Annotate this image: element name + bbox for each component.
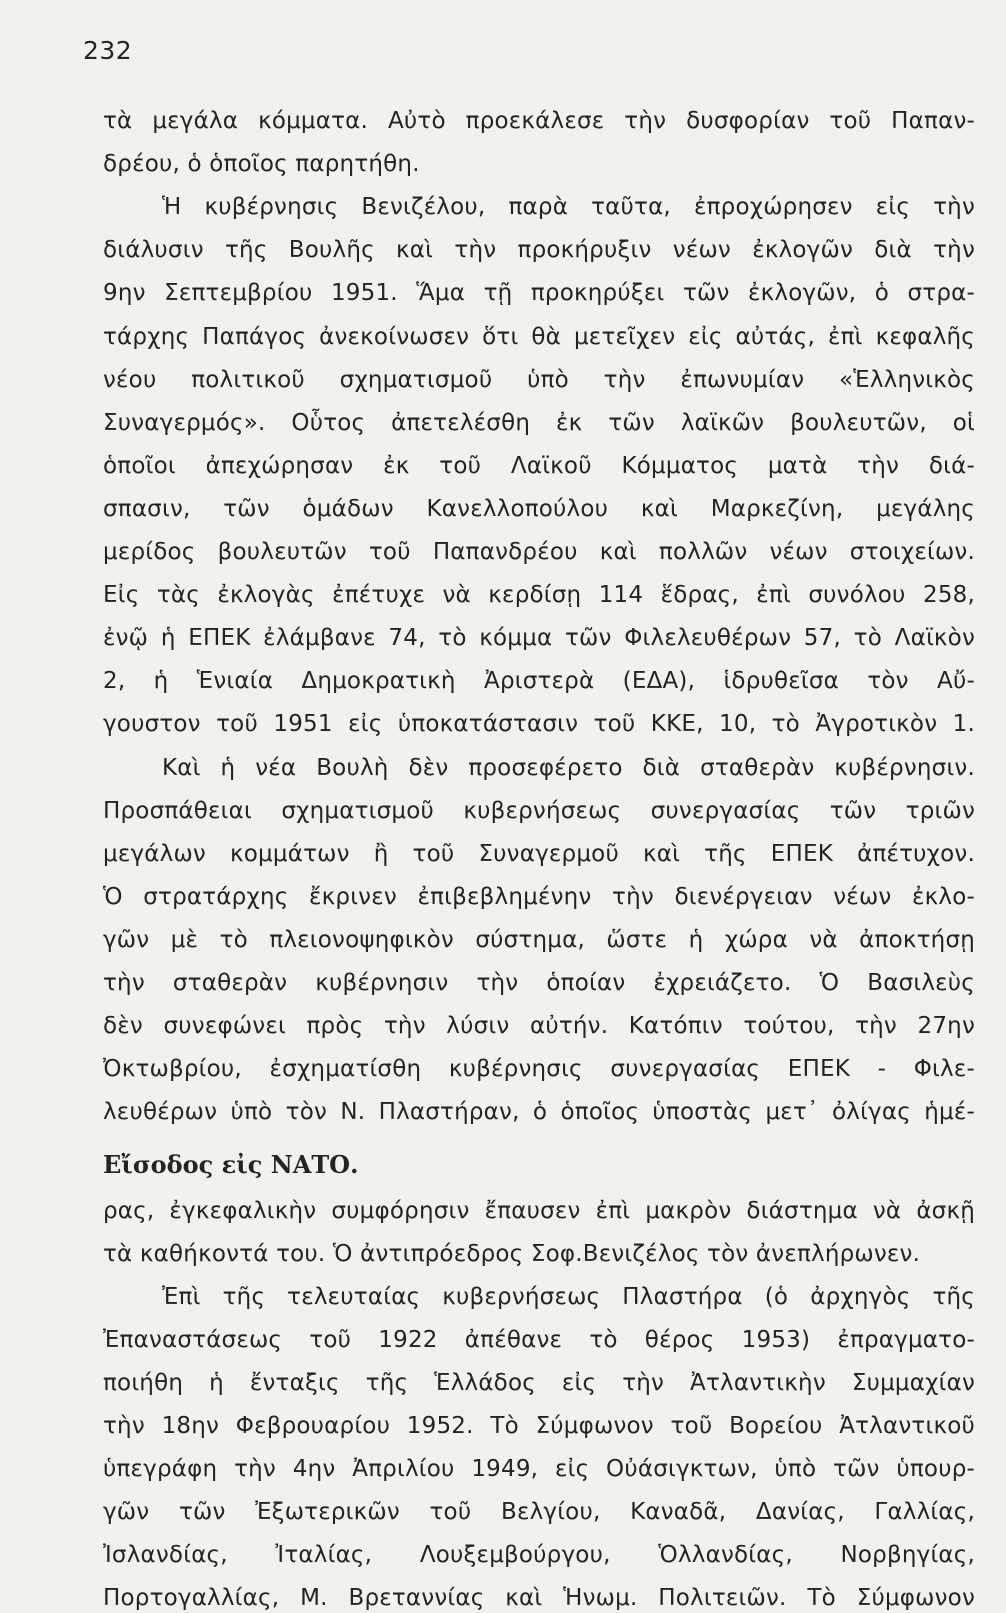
text-line: ὁποῖοι ἀπεχώρησαν ἐκ τοῦ Λαϊκοῦ Κόμματος ματὰ τὴν διά- <box>103 453 975 479</box>
text-line: Καὶ ἡ νέα Βουλὴ δὲν προσεφέρετο διὰ σταθερὰν κυβέρνησιν. <box>162 755 975 781</box>
text-line: τὰ καθήκοντά του. Ὁ ἀντιπρόεδρος Σοφ.Βενιζέλος τὸν ἀνεπλήρωνεν. <box>103 1241 921 1267</box>
text-line: σπασιν, τῶν ὁμάδων Κανελλοπούλου καὶ Μαρκεζίνη, μεγάλης <box>103 496 975 522</box>
text-line: διάλυσιν τῆς Βουλῆς καὶ τὴν προκήρυξιν νέων ἐκλογῶν διὰ τὴν <box>103 237 975 263</box>
text-line: Ἐπαναστάσεως τοῦ 1922 ἀπέθανε τὸ θέρος 1953) ἐπραγματο- <box>103 1327 975 1353</box>
text-line: δρέου, ὁ ὁποῖος παρητήθη. <box>103 151 420 177</box>
text-line: γῶν μὲ τὸ πλειονοψηφικὸν σύστημα, ὥστε ἡ χώρα νὰ ἀποκτήσῃ <box>103 927 975 953</box>
section-heading: Εἴσοδος εἰς ΝΑΤΟ. <box>103 1150 359 1180</box>
text-line: Ὁ στρατάρχης ἔκρινεν ἐπιβεβλημένην τὴν διενέργειαν νέων ἐκλο- <box>103 884 975 910</box>
text-line: τὴν 18ην Φεβρουαρίου 1952. Τὸ Σύμφωνον τοῦ Βορείου Ἀτλαντικοῦ <box>103 1413 975 1439</box>
text-line: γῶν τῶν Ἐξωτερικῶν τοῦ Βελγίου, Καναδᾶ, Δανίας, Γαλλίας, <box>103 1499 975 1525</box>
text-line: τὰ μεγάλα κόμματα. Αὐτὸ προεκάλεσε τὴν δυσφορίαν τοῦ Παπαν- <box>103 108 975 134</box>
text-line: Συναγερμός». Οὗτος ἀπετελέσθη ἐκ τῶν λαϊκῶν βουλευτῶν, οἱ <box>103 410 975 436</box>
text-line: Πορτογαλλίας, Μ. Βρεταννίας καὶ Ἡνωμ. Πολιτειῶν. Τὸ Σύμφωνον <box>103 1585 975 1611</box>
text-line: ἐνῷ ἡ ΕΠΕΚ ἐλάμβανε 74, τὸ κόμμα τῶν Φιλελευθέρων 57, τὸ Λαϊκὸν <box>103 625 975 651</box>
text-line: ρας, ἐγκεφαλικὴν συμφόρησιν ἔπαυσεν ἐπὶ μακρὸν διάστημα νὰ ἀσκῇ <box>103 1198 975 1224</box>
text-line: Ὀκτωβρίου, ἐσχηματίσθη κυβέρνησις συνεργασίας ΕΠΕΚ - Φιλε- <box>103 1056 975 1082</box>
text-line: 9ην Σεπτεμβρίου 1951. Ἅμα τῇ προκηρύξει τῶν ἐκλογῶν, ὁ στρα- <box>103 280 975 306</box>
text-line: 2, ἡ Ἑνιαία Δημοκρατικὴ Ἀριστερὰ (ΕΔΑ), ἱδρυθεῖσα τὸν Αὔ- <box>103 668 975 694</box>
text-line: λευθέρων ὑπὸ τὸν Ν. Πλαστήραν, ὁ ὁποῖος ὑποστὰς μετ᾽ ὀλίγας ἡμέ- <box>103 1099 975 1125</box>
text-line: Ἡ κυβέρνησις Βενιζέλου, παρὰ ταῦτα, ἐπροχώρησεν εἰς τὴν <box>162 194 975 220</box>
page-number: 232 <box>83 36 133 65</box>
text-line: Ἐπὶ τῆς τελευταίας κυβερνήσεως Πλαστήρα (ὁ ἀρχηγὸς τῆς <box>162 1284 975 1310</box>
text-line: τὴν σταθερὰν κυβέρνησιν τὴν ὁποίαν ἐχρειάζετο. Ὁ Βασιλεὺς <box>103 970 975 996</box>
text-line: Ἰσλανδίας, Ἰταλίας, Λουξεμβούργου, Ὁλλανδίας, Νορβηγίας, <box>103 1542 975 1568</box>
text-line: μεγάλων κομμάτων ἢ τοῦ Συναγερμοῦ καὶ τῆς ΕΠΕΚ ἀπέτυχον. <box>103 841 975 867</box>
text-line: τάρχης Παπάγος ἀνεκοίνωσεν ὅτι θὰ μετεῖχεν εἰς αὐτάς, ἐπὶ κεφαλῆς <box>103 324 975 350</box>
text-line: Εἰς τὰς ἐκλογὰς ἐπέτυχε νὰ κερδίσῃ 114 ἕδρας, ἐπὶ συνόλου 258, <box>103 582 975 608</box>
text-line: ὑπεγράφη τὴν 4ην Ἀπριλίου 1949, εἰς Οὐάσιγκτων, ὑπὸ τῶν ὑπουρ- <box>103 1456 975 1482</box>
text-line: Προσπάθειαι σχηματισμοῦ κυβερνήσεως συνεργασίας τῶν τριῶν <box>103 798 975 824</box>
text-line: μερίδος βουλευτῶν τοῦ Παπανδρέου καὶ πολλῶν νέων στοιχείων. <box>103 539 975 565</box>
text-line: ποιήθη ἡ ἔνταξις τῆς Ἑλλάδος εἰς τὴν Ἀτλαντικὴν Συμμαχίαν <box>103 1370 975 1396</box>
text-line: νέου πολιτικοῦ σχηματισμοῦ ὑπὸ τὴν ἐπωνυμίαν «Ἑλληνικὸς <box>103 367 975 393</box>
text-line: γουστον τοῦ 1951 εἰς ὑποκατάστασιν τοῦ ΚΚΕ, 10, τὸ Ἀγροτικὸν 1. <box>103 711 975 737</box>
text-line: δὲν συνεφώνει πρὸς τὴν λύσιν αὐτήν. Κατόπιν τούτου, τὴν 27ην <box>103 1013 975 1039</box>
